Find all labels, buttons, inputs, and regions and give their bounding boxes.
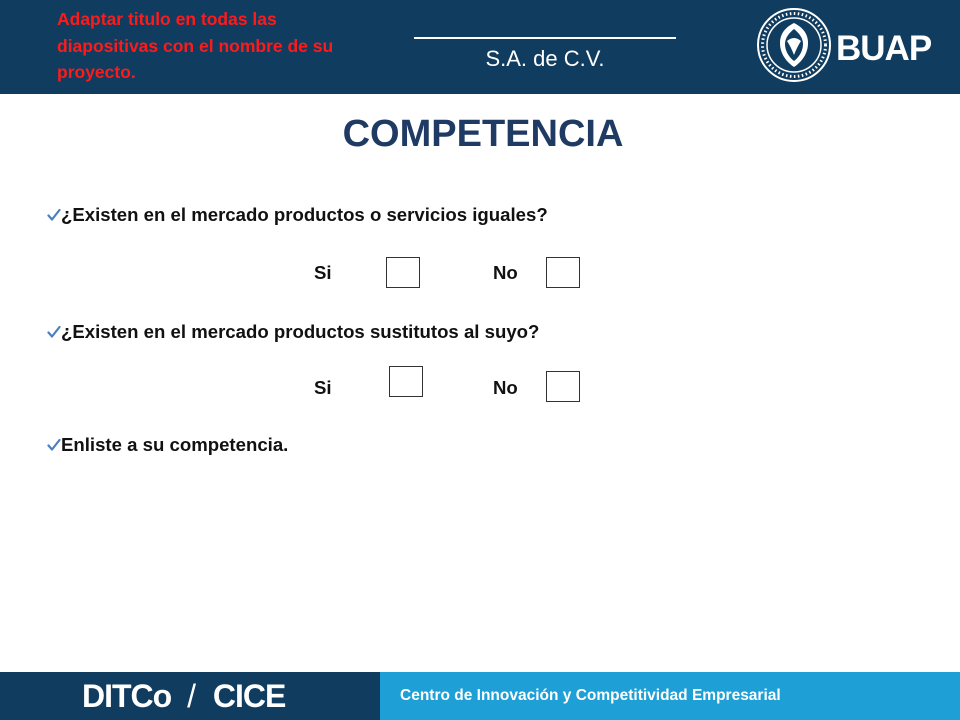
question-2-no-label: No (493, 377, 518, 398)
cice-logo: CICE (212, 678, 286, 714)
question-2-yes-checkbox[interactable] (389, 366, 423, 397)
list-competitors-item (47, 433, 288, 457)
footer-logos (82, 678, 285, 714)
question-2-no-checkbox[interactable] (546, 371, 580, 402)
question-1-no-checkbox[interactable] (546, 257, 580, 288)
checkmark-icon (47, 438, 61, 452)
company-suffix: S.A. de C.V. (485, 46, 605, 71)
question-1-no-label: No (493, 262, 518, 283)
checkmark-icon (47, 325, 61, 339)
question-1-yes-checkbox[interactable] (386, 257, 420, 288)
ditco-logo: DITCo (82, 678, 172, 714)
logo-separator: / (187, 678, 195, 714)
question-2 (47, 320, 539, 344)
question-1 (47, 203, 548, 227)
instruction-note: Adaptar titulo en todas las diapositivas con el nombre de su proyecto. (57, 9, 334, 82)
project-name-blank (414, 18, 676, 39)
brand-logo: BUAP (836, 29, 932, 68)
question-2-text: ¿Existen en el mercado productos sustitutos al suyo? (61, 321, 540, 342)
question-1-yes-label: Si (314, 262, 332, 283)
question-2-yes-label: Si (314, 377, 332, 398)
university-seal-icon (756, 7, 832, 83)
checkmark-icon (47, 208, 61, 222)
footer-center-name: Centro de Innovación y Competitividad Empresarial (400, 687, 781, 704)
slide-title: COMPETENCIA (342, 113, 624, 155)
question-1-text: ¿Existen en el mercado productos o servicios iguales? (61, 204, 548, 225)
list-competitors-text: Enliste a su competencia. (61, 434, 289, 455)
